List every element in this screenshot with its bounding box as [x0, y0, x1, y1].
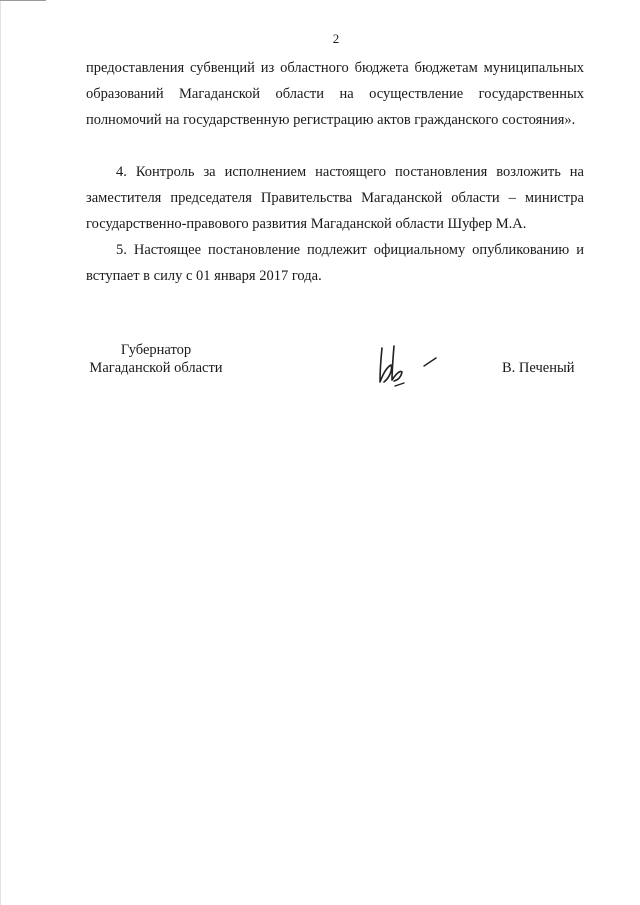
signer-name: В. Печеный [502, 360, 575, 376]
scan-edge-top [0, 0, 46, 1]
signer-position-line-2: Магаданской области [89, 360, 223, 376]
page-number: 2 [332, 31, 340, 46]
paragraph-item-4: 4. Контроль за исполнением настоящего постановления возложить на заместителя председателя Правительства Магаданской области – министра государственно-правового развития Магаданской области Шуфер М.А. [86, 164, 584, 232]
scan-edge-left [0, 0, 1, 905]
paragraph-continuation: предоставления субвенций из областного бюджета бюджетам муниципальных образований Магаданской области на осуществление государственных полномочий на государственную регистрацию актов гражданского состояния». [86, 60, 584, 128]
signer-position-line-1: Губернатор [120, 342, 192, 358]
paragraph-item-5: 5. Настоящее постановление подлежит официальному опубликованию и вступает в силу с 01 января 2017 года. [86, 242, 584, 284]
signer-position [86, 341, 226, 377]
handwritten-signature [374, 342, 444, 390]
